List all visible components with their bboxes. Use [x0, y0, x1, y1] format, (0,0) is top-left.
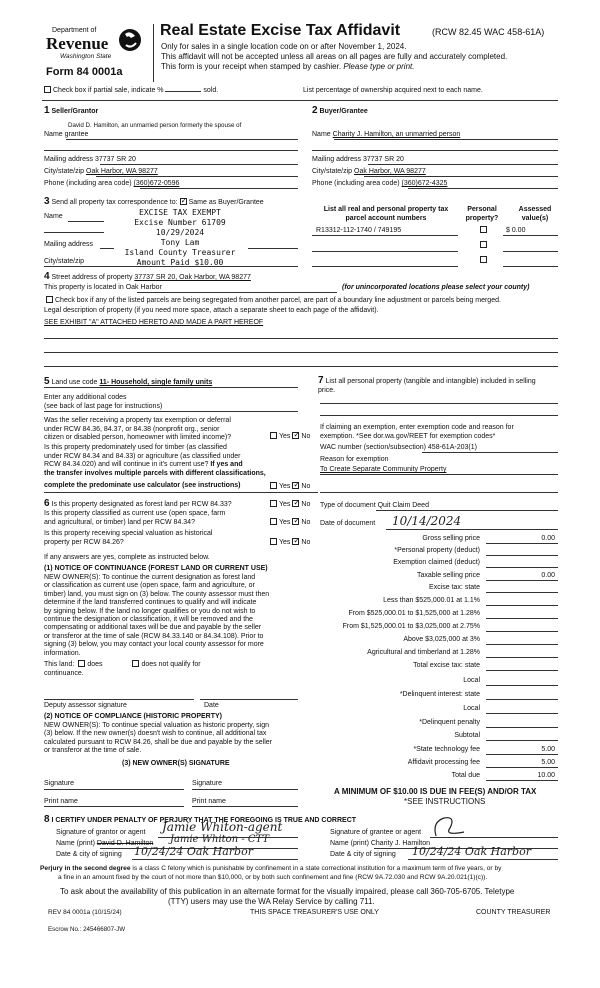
personal-property-label: 7 List all personal property (tangible and intangible) included in selling price. [318, 375, 536, 394]
calc-label: *Delinquent penalty [419, 719, 480, 726]
accessibility-line-2: (TTY) users may use the WA Relay Service by calling 711. [168, 897, 375, 906]
owner-print-1: Print name [44, 798, 78, 805]
calc-label: Less than $525,000.01 at 1.1% [383, 597, 480, 604]
county-treasurer-label: COUNTY TREASURER [476, 909, 551, 916]
document-type-row: Type of document Quit Claim Deed [320, 502, 429, 509]
grantor-date-label: Date & city of signing [56, 851, 122, 858]
current-use-question: Is this property classified as current use (open space, farm and agricultural, or timber) land per RCW 84.34? [44, 510, 226, 526]
owner-signature-2: Signature [192, 780, 222, 787]
reason-label: Reason for exemption [320, 456, 389, 463]
addl-codes-label: Enter any additional codes (see back of last page for instructions) [44, 394, 163, 410]
see-instructions: *SEE INSTRUCTIONS [404, 797, 486, 806]
if-yes-note: If any answers are yes, complete as instructed below. [44, 554, 210, 561]
notice-compliance-heading: (2) NOTICE OF COMPLIANCE (HISTORIC PROPERTY) [44, 713, 222, 720]
perjury-line-1: Perjury in the second degree is a class C felony which is punishable by confinement in a state correctional institution for a maximum term of five years, or by [40, 865, 502, 872]
calc-label: Exemption claimed (deduct) [393, 559, 480, 566]
seller-city: City/state/zip Oak Harbor, WA 98277 [44, 168, 158, 175]
calc-value: 0.00 [541, 572, 555, 579]
notice-continuance-text: NEW OWNER(S): To continue the current designation as forest land or classification as current use (open space, farm and agriculture, or timber) land, you must sign on (3) below. The county assessor must then determine if the land transferred continues to qualify and will indicate by signing below. If the land no longer qualifies or you do not wish to continue the designation or classification, it will be removed and the compensating or additional taxes will be due and payable by the seller or transferor at the time of sale (RCW 84.33.140 or 84.34.108). Prior to signing (3) below, you may contact your local county assessor for more information. [44, 574, 270, 657]
calc-label: *Personal property (deduct) [394, 547, 480, 554]
calc-label: Affidavit processing fee [407, 759, 480, 766]
calc-label: Excise tax: state [429, 584, 480, 591]
document-date-label: Date of document [320, 520, 376, 527]
grantee-date-city: 10/24/24 Oak Harbor [412, 845, 531, 858]
state-label: Washington State [60, 53, 112, 60]
deputy-signature-label: Deputy assessor signature [44, 702, 127, 709]
exemption-claim-note: If claiming an exemption, enter exemption code and reason for exemption. *See dor.wa.gov/REET for exemption codes* [320, 424, 514, 440]
department-label: Department of [52, 27, 97, 34]
calc-label: *State technology fee [413, 746, 480, 753]
parcel-number: R13312-112-1740 / 749195 [316, 227, 402, 234]
unincorporated-note: (for unincorporated locations please select your county) [342, 284, 530, 291]
forest-yes-no: Yes✓ No [268, 500, 310, 508]
revenue-logo-text: Revenue [46, 34, 109, 53]
form-number: Form 84 0001a [46, 66, 123, 78]
grantor-signature: Jamie Whiton-agent [162, 820, 283, 834]
street-address-row: 4 Street address of property 37737 SR 20, Oak Harbor, WA 98277 [44, 271, 251, 282]
sec3-heading: 3 Send all property tax correspondence to:✓ Same as Buyer/Grantee [44, 196, 264, 207]
land-use-row: 5 Land use code 11- Household, single family units [44, 376, 213, 387]
certify-heading: 8 I CERTIFY UNDER PENALTY OF PERJURY THAT THE FOREGOING IS TRUE AND CORRECT [44, 814, 357, 825]
notice-continuance-heading: (1) NOTICE OF CONTINUANCE (FOREST LAND OR CURRENT USE) [44, 565, 268, 572]
exemption-question: Was the seller receiving a property tax exemption or deferral under RCW 84.36, 84.37, or 84.38 (nonprofit org., senior citizen or disabled person, homeowner with limited income)? [44, 417, 232, 441]
calc-label: Total excise tax: state [413, 662, 480, 669]
legal-description-value: SEE EXHIBIT "A" ATTACHED HERETO AND MADE A PART HEREOF [44, 319, 264, 326]
calc-label: Taxable selling price [416, 572, 480, 579]
same-as-buyer-checkbox[interactable] [180, 198, 187, 205]
reason-value: To Create Separate Community Property [320, 466, 447, 473]
calc-label: From $525,000.01 to $1,525,000 at 1.28% [348, 610, 480, 617]
personal-col-header: Personal property? [465, 206, 499, 222]
buyer-name-row: Name Charity J. Hamilton, an unmarried person [312, 131, 461, 138]
seller-name-line1: David D. Hamilton, an unmarried person formerly the spouse of [68, 122, 242, 129]
rev-number: REV 84 0001a (10/15/24) [48, 909, 122, 916]
exempt-stamp: EXCISE TAX EXEMPT Excise Number 61709 10/29/2024 Tony Lam Island County Treasurer Amount Paid $10.00 [124, 208, 236, 267]
partial-sale-checkbox[interactable] [44, 86, 51, 93]
assessed-col-header: Assessed value(s) [518, 206, 552, 222]
header-line-2: This affidavit will not be accepted unless all areas on all pages are fully and accurately completed. [161, 52, 508, 61]
sec3-addr-label: Mailing address [44, 241, 94, 248]
escrow-number: Escrow No.: 245466807-JW [48, 926, 126, 933]
header-line-3: This form is your receipt when stamped by cashier. Please type or print. [161, 62, 415, 71]
perjury-line-2: a fine in an amount fixed by the court of not more than $10,000, or by both such confinement and fine (RCW 9A.72.030 and RCW 9A.20.021(1)(c)). [58, 874, 488, 881]
predominate-use: complete the predominate use calculator (see instructions) [44, 482, 241, 489]
form-title: Real Estate Excise Tax Affidavit [160, 22, 401, 39]
grantee-signature-label: Signature of grantee or agent [330, 829, 422, 836]
q1-yes-no: Yes✓ No [268, 432, 310, 440]
historic-yes-no: Yes✓ No [268, 538, 310, 546]
timber-question: Is this property predominately used for timber (as classified under RCW 84.34 and 84.33) or agriculture (as classified under RCW 84.34.020) and will continue in it's current use? If yes and the transfer involves multiple parcels with different classifications, [44, 444, 266, 477]
calc-label: Local [463, 705, 480, 712]
document-date-value: 10/14/2024 [392, 514, 462, 528]
new-owner-signature-heading: (3) NEW OWNER(S) SIGNATURE [122, 760, 230, 767]
grantor-name-row: Name (print) David D. Hamilton [56, 840, 154, 847]
ownership-note: List percentage of ownership acquired next to each name. [303, 87, 483, 94]
calc-label: Agricultural and timberland at 1.28% [367, 649, 480, 656]
calc-value: 5.00 [541, 746, 555, 753]
notice-compliance-text: NEW OWNER(S): To continue special valuation as historic property, sign (3) below. If the new owner(s) doesn't wish to continue, all additional tax calculated pursuant to RCW 84.26, shall be due and payable by the seller or transferor at the time of sale. [44, 722, 273, 755]
personal-checkbox-2[interactable] [480, 241, 487, 248]
sec3-name-label: Name [44, 213, 63, 220]
partial-sale-row: Check box if partial sale, indicate % sold. [42, 86, 218, 94]
legal-description-label: Legal description of property (if you need more space, attach a separate sheet to each page of the affidavit). [44, 307, 379, 314]
calc-label: Local [463, 677, 480, 684]
owner-print-2: Print name [192, 798, 226, 805]
seller-heading: 1 Seller/Grantor [44, 105, 99, 116]
seller-phone: Phone (including area code) (360)672-0596 [44, 180, 180, 187]
buyer-address: Mailing address 37737 SR 20 [312, 156, 404, 163]
header-line-1: Only for sales in a single location code on or after November 1, 2024. [161, 42, 407, 51]
deputy-date-label: Date [204, 702, 219, 709]
parcel-col-header: List all real and personal property tax parcel account numbers [323, 206, 449, 222]
personal-checkbox-3[interactable] [480, 256, 487, 263]
grantor-signature-label: Signature of grantor or agent [56, 829, 146, 836]
buyer-city: City/state/zip Oak Harbor, WA 98277 [312, 168, 426, 175]
calc-label: Above $3,025,000 at 3% [403, 636, 480, 643]
revenue-logo-icon [117, 25, 143, 55]
minimum-due-note: A MINIMUM OF $10.00 IS DUE IN FEE(S) AND/OR TAX [334, 787, 537, 796]
treasurer-use-label: THIS SPACE TREASURER'S USE ONLY [250, 909, 379, 916]
assessed-value: $ 0.00 [506, 227, 526, 234]
owner-signature-1: Signature [44, 780, 74, 787]
calc-label: From $1,525,000.01 to $3,025,000 at 2.75% [342, 623, 480, 630]
calc-value: 10.00 [537, 772, 555, 779]
calc-label: Subtotal [454, 732, 480, 739]
calc-value: 0.00 [541, 535, 555, 542]
wac-number-row: WAC number (section/subsection) 458-61A-203(1) [320, 444, 477, 451]
sec3-city-label: City/state/zip [44, 258, 85, 265]
historic-question: Is this property receiving special valuation as historical property per RCW 84.26? [44, 530, 213, 546]
located-row: This property is located in Oak Harbor [44, 284, 162, 291]
segregated-checkbox[interactable] [46, 296, 53, 303]
accessibility-line-1: To ask about the availability of this publication in an alternate format for the visually impaired, please call 360-705-6705. Teletype [60, 887, 515, 896]
grantee-name-row: Name (print) Charity J. Hamilton [330, 840, 430, 847]
seller-name-row: Name grantee [44, 131, 89, 138]
calc-label: *Delinquent interest: state [399, 691, 480, 698]
q2-yes-no: Yes✓ No [268, 482, 310, 490]
personal-checkbox-1[interactable] [480, 226, 487, 233]
grantor-name-handwritten: Jamie Whiton - CTT [170, 834, 270, 845]
section-divider [42, 100, 558, 101]
segregated-row: Check box if any of the listed parcels are being segregated from another parcel, are part of a boundary line adjustment or parcels being merged. [44, 296, 501, 304]
buyer-phone: Phone (including area code) (360)672-4325 [312, 180, 448, 187]
buyer-heading: 2 Buyer/Grantee [312, 105, 368, 116]
this-land-row: This land: does does not qualify for continuance. [44, 661, 201, 677]
calc-label: Total due [451, 772, 480, 779]
calc-label: Gross selling price [422, 535, 480, 542]
header-divider [153, 24, 154, 82]
rcw-reference: (RCW 82.45 WAC 458-61A) [432, 27, 545, 37]
seller-address: Mailing address 37737 SR 20 [44, 156, 136, 163]
calc-value: 5.00 [541, 759, 555, 766]
current-use-yes-no: Yes✓ No [268, 518, 310, 526]
grantor-date-city: 10/24/24 Oak Harbor [134, 845, 253, 858]
forest-question: 6 Is this property designated as forest land per RCW 84.33? [44, 498, 232, 509]
grantee-date-label: Date & city of signing [330, 851, 396, 858]
